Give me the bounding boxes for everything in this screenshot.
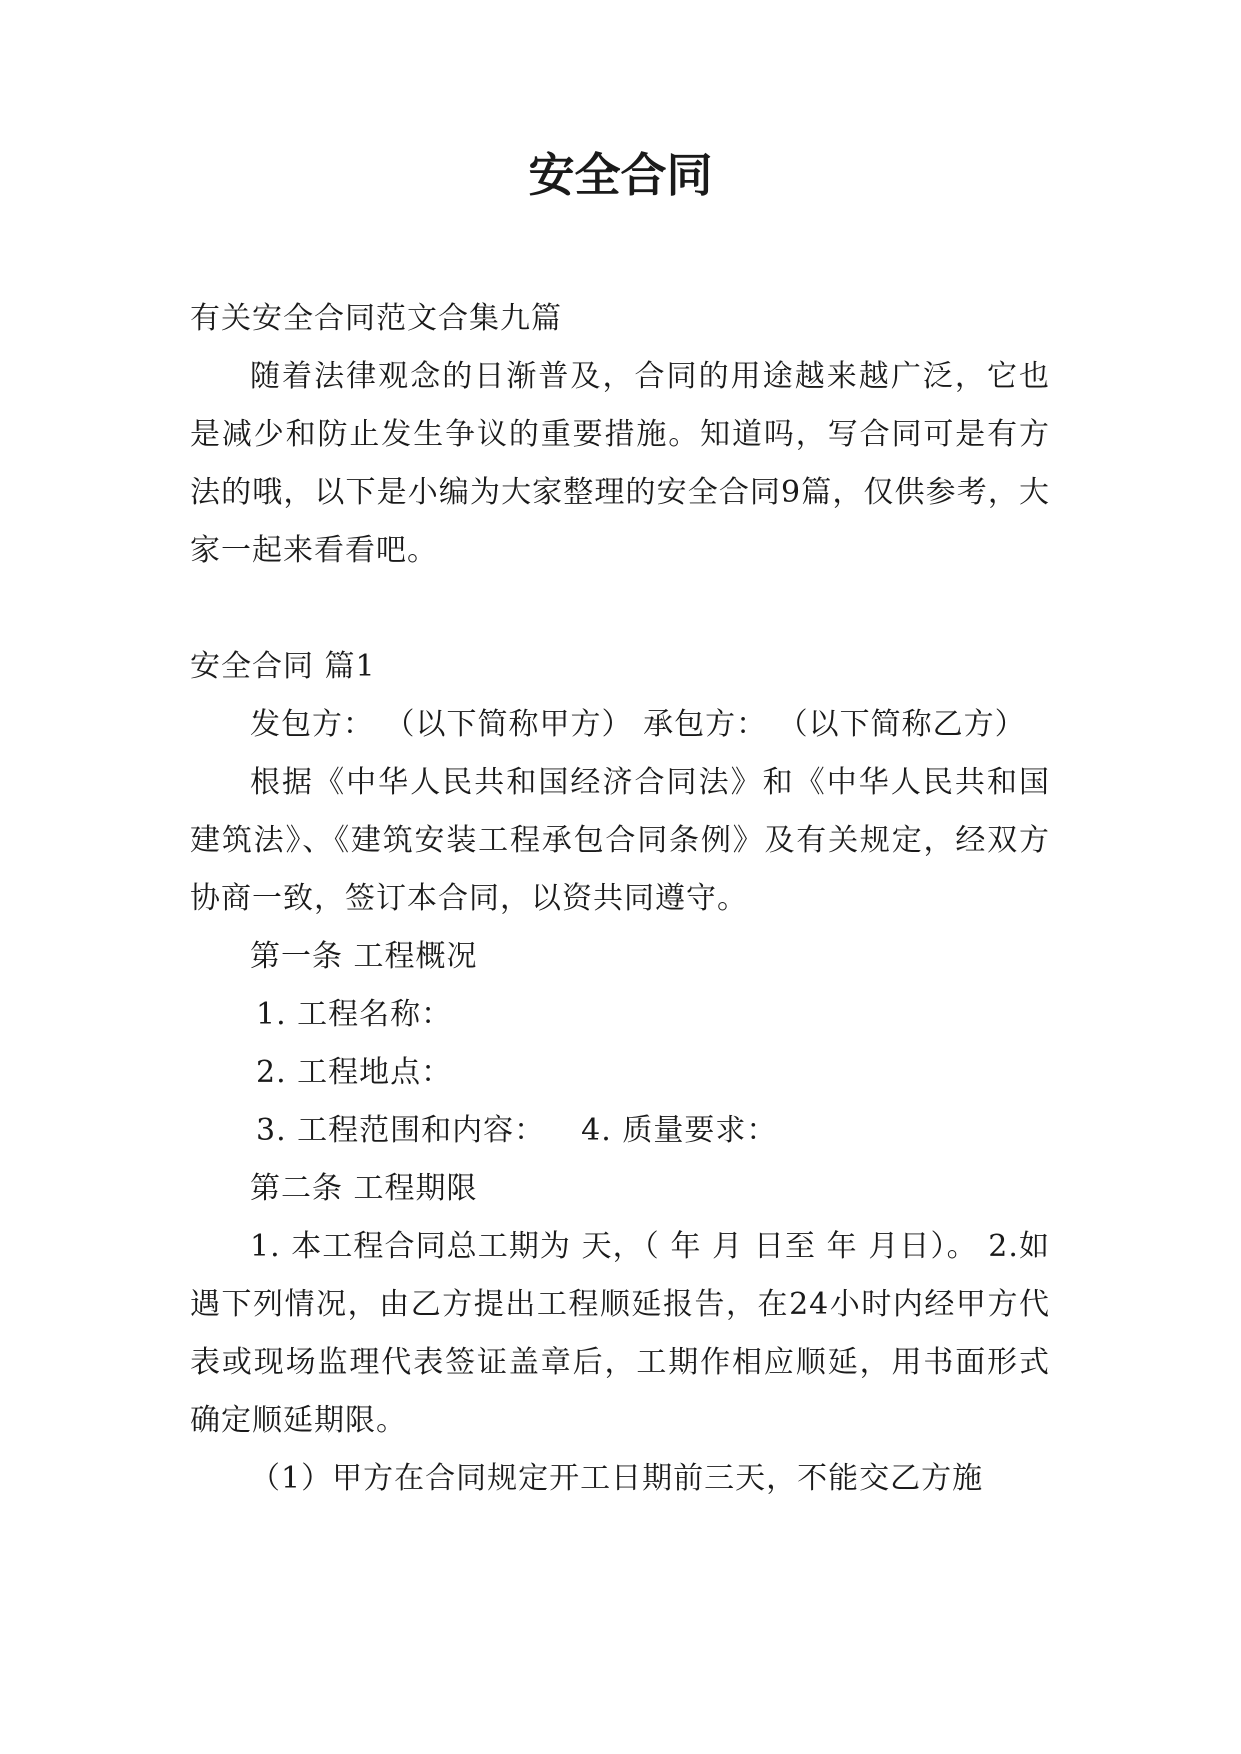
basis-paragraph: 根据《中华人民共和国经济合同法》和《中华人民共和国建筑法》、《建筑安装工程承包合同条例》及有关规定，经双方协商一致，签订本合同，以资共同遵守。 [190,765,1050,916]
parties-paragraph: 发包方： （以下简称甲方） 承包方： （以下简称乙方） [250,707,1026,742]
article-1-items-3-4 [190,1102,1050,1160]
article-1-item-1: 1. 工程名称： [256,997,453,1032]
section-heading: 安全合同 篇1 [190,649,376,684]
article-2-sub-1: （1）甲方在合同规定开工日期前三天，不能交乙方施 [250,1461,984,1496]
article-1-item-3: 3. 工程范围和内容： [256,1113,546,1148]
article-1-item-4: 4. 质量要求： [581,1113,778,1148]
document-title: 安全合同 [528,148,713,202]
intro-paragraph: 随着法律观念的日渐普及，合同的用途越来越广泛，它也是减少和防止发生争议的重要措施。知道吗，写合同可是有方法的哦，以下是小编为大家整理的安全合同9篇，仅供参考，大家一起来看看吧。 [190,359,1050,568]
article-1-item-2: 2. 工程地点： [256,1055,453,1090]
article-2-item-1: 1. 本工程合同总工期为 天，（ 年 月 日至 年 月日）。 2.如遇下列情况，由乙方提出工程顺延报告，在24小时内经甲方代表或现场监理代表签证盖章后，工期作相应顺延，用书面形式确定顺延期限。 [190,1229,1050,1438]
subtitle: 有关安全合同范文合集九篇 [190,301,562,336]
article-1-title: 第一条 工程概况 [250,939,478,974]
document-body [190,290,1050,1508]
article-2-title: 第二条 工程期限 [250,1171,478,1206]
